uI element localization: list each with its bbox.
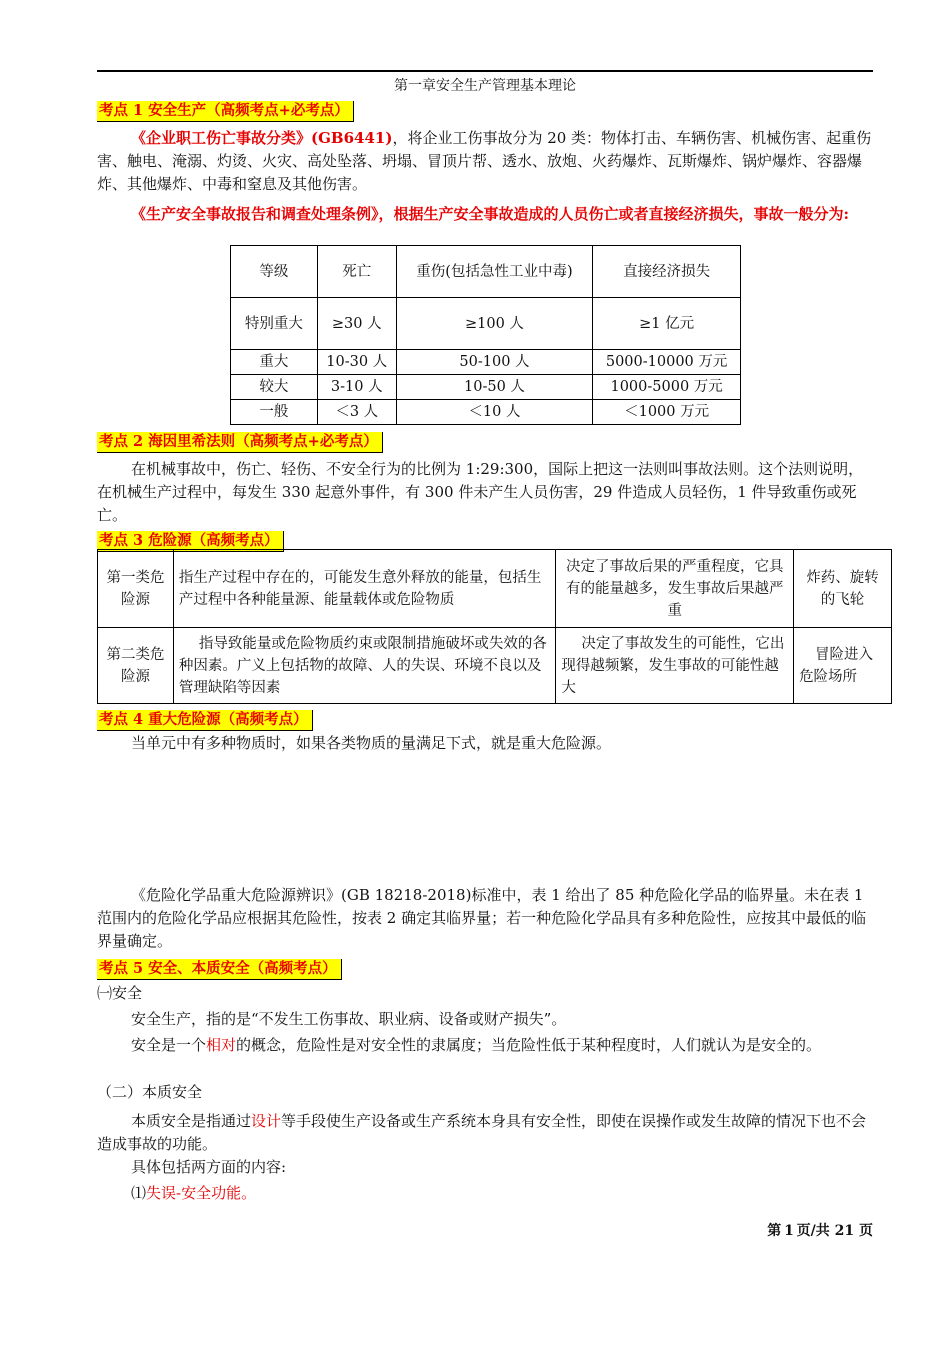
- section-3-heading: 考点 3 危险源（高频考点）: [97, 531, 284, 552]
- page-footer: [767, 1220, 873, 1240]
- table-cell: 5000-10000 万元: [593, 350, 741, 375]
- table-cell: 指导致能量或危险物质约束或限制措施破坏或失效的各种因素。广义上包括物的故障、人的失误、环境不良以及管理缺陷等因素: [173, 628, 555, 704]
- table-cell: 10-50 人: [396, 375, 593, 400]
- footer-prefix: 第: [767, 1223, 782, 1239]
- section-1-heading-row: [97, 99, 873, 122]
- current-page: 1: [784, 1223, 794, 1239]
- section-5-paragraph-5: [97, 1182, 873, 1205]
- table-cell: 50-100 人: [396, 350, 593, 375]
- section-2-heading-row: [97, 430, 873, 453]
- table-cell: 冒险进入危险场所: [794, 628, 892, 704]
- table-cell: 较大: [231, 375, 318, 400]
- section-1-heading: 考点 1 安全生产（高频考点+必考点）: [97, 101, 354, 122]
- list-number: ⑴: [131, 1184, 147, 1202]
- standard-name-gb6441: 《企业职工伤亡事故分类》(GB6441): [131, 129, 393, 147]
- table-cell: 决定了事故后果的严重程度，它具有的能量越多，发生事故后果越严重: [556, 550, 794, 628]
- text: 安全是一个: [131, 1036, 207, 1054]
- table-header: 直接经济损失: [593, 246, 741, 298]
- highlight-text: 失误-安全功能。: [146, 1184, 257, 1202]
- section-4-paragraph-1: 当单元中有多种物质时，如果各类物质的量满足下式，就是重大危险源。: [131, 734, 612, 752]
- table-cell: ≥1 亿元: [593, 298, 741, 350]
- chapter-title: 第一章安全生产管理基本理论: [394, 78, 576, 94]
- table-cell: 特别重大: [231, 298, 318, 350]
- table-cell: ＜10 人: [396, 400, 593, 425]
- highlight-text: 相对: [206, 1036, 237, 1054]
- text: 本质安全是指通过: [131, 1112, 252, 1130]
- section-4-heading: 考点 4 重大危险源（高频考点）: [97, 710, 313, 731]
- table-cell: ≥30 人: [317, 298, 396, 350]
- section-2-paragraph: 在机械事故中，伤亡、轻伤、不安全行为的比例为 1:29:300，国际上把这一法则叫事故法则。这个法则说明，在机械生产过程中，每发生 330 起意外事件，有 300 件未产生人员伤害，29 件造成人员轻伤，1 件导致重伤或死亡。: [97, 460, 864, 524]
- section-1-paragraph-2: 《生产安全事故报告和调查处理条例》，根据生产安全事故造成的人员伤亡或者直接经济损失，事故一般分为:: [131, 205, 850, 223]
- table-cell: 3-10 人: [317, 375, 396, 400]
- table-cell: 重大: [231, 350, 318, 375]
- section-4-heading-row: [97, 708, 873, 731]
- section-1-paragraph-1-text: ，将企业工伤事故分为 20 类：物体打击、车辆伤害、机械伤害、起重伤害、触电、淹溺、灼烫、火灾、高处坠落、坍塌、冒顶片帮、透水、放炮、火药爆炸、瓦斯爆炸、锅炉爆炸、容器爆炸、其他爆炸、中毒和窒息及其他伤害。: [97, 129, 872, 193]
- section-5-paragraph-4: 具体包括两方面的内容:: [131, 1158, 287, 1176]
- table-cell: 第一类危险源: [98, 550, 174, 628]
- text: 等手段使生产设备或生产系统本身具有安全性，即使在误操作或发生故障的情况下也不会造成事故的功能。: [97, 1112, 867, 1153]
- table-cell: ＜3 人: [317, 400, 396, 425]
- accident-grade-table: [230, 245, 741, 425]
- text: 的概念，危险性是对安全性的隶属度；当危险性低于某种程度时，人们就认为是安全的。: [236, 1036, 822, 1054]
- section-4-paragraph-2: 《危险化学品重大危险源辨识》(GB 18218-2018)标准中，表 1 给出了 85 种危险化学品的临界量。未在表 1 范围内的危险化学品应根据其危险性，按表 2 确定其临界量；若一种危险化学品具有多种危险性，应按其中最低的临界量确定。: [97, 886, 867, 950]
- table-cell: ≥100 人: [396, 298, 593, 350]
- section-1-paragraph-1: [97, 127, 873, 196]
- table-header: 重伤(包括急性工业中毒): [396, 246, 593, 298]
- table-cell: ＜1000 万元: [593, 400, 741, 425]
- header-rule: [97, 70, 873, 72]
- footer-mid: 页/共: [796, 1223, 830, 1239]
- table-cell: 决定了事故发生的可能性，它出现得越频繁，发生事故的可能性越大: [556, 628, 794, 704]
- table-cell: 炸药、旋转的飞轮: [794, 550, 892, 628]
- section-2-heading: 考点 2 海因里希法则（高频考点+必考点）: [97, 432, 383, 453]
- section-5-paragraph-2: [97, 1034, 873, 1057]
- total-pages: 21: [834, 1223, 855, 1239]
- table-cell: 10-30 人: [317, 350, 396, 375]
- subheading-intrinsic-safety: （二）本质安全: [97, 1083, 203, 1101]
- subheading-safety: ㈠安全: [97, 984, 143, 1002]
- table-cell: 一般: [231, 400, 318, 425]
- section-5-paragraph-1: 安全生产，指的是“不发生工伤事故、职业病、设备或财产损失”。: [131, 1010, 567, 1028]
- table-header: 死亡: [317, 246, 396, 298]
- section-5-heading-row: [97, 957, 873, 980]
- table-cell: 指生产过程中存在的，可能发生意外释放的能量，包括生产过程中各种能量源、能量载体或危险物质: [173, 550, 555, 628]
- table-header: 等级: [231, 246, 318, 298]
- table-cell: 1000-5000 万元: [593, 375, 741, 400]
- section-5-heading: 考点 5 安全、本质安全（高频考点）: [97, 959, 342, 980]
- hazard-source-table: [97, 549, 892, 704]
- table-cell: 第二类危险源: [98, 628, 174, 704]
- footer-suffix: 页: [859, 1223, 873, 1239]
- section-5-paragraph-3: [97, 1110, 873, 1156]
- highlight-text: 设计: [251, 1112, 282, 1130]
